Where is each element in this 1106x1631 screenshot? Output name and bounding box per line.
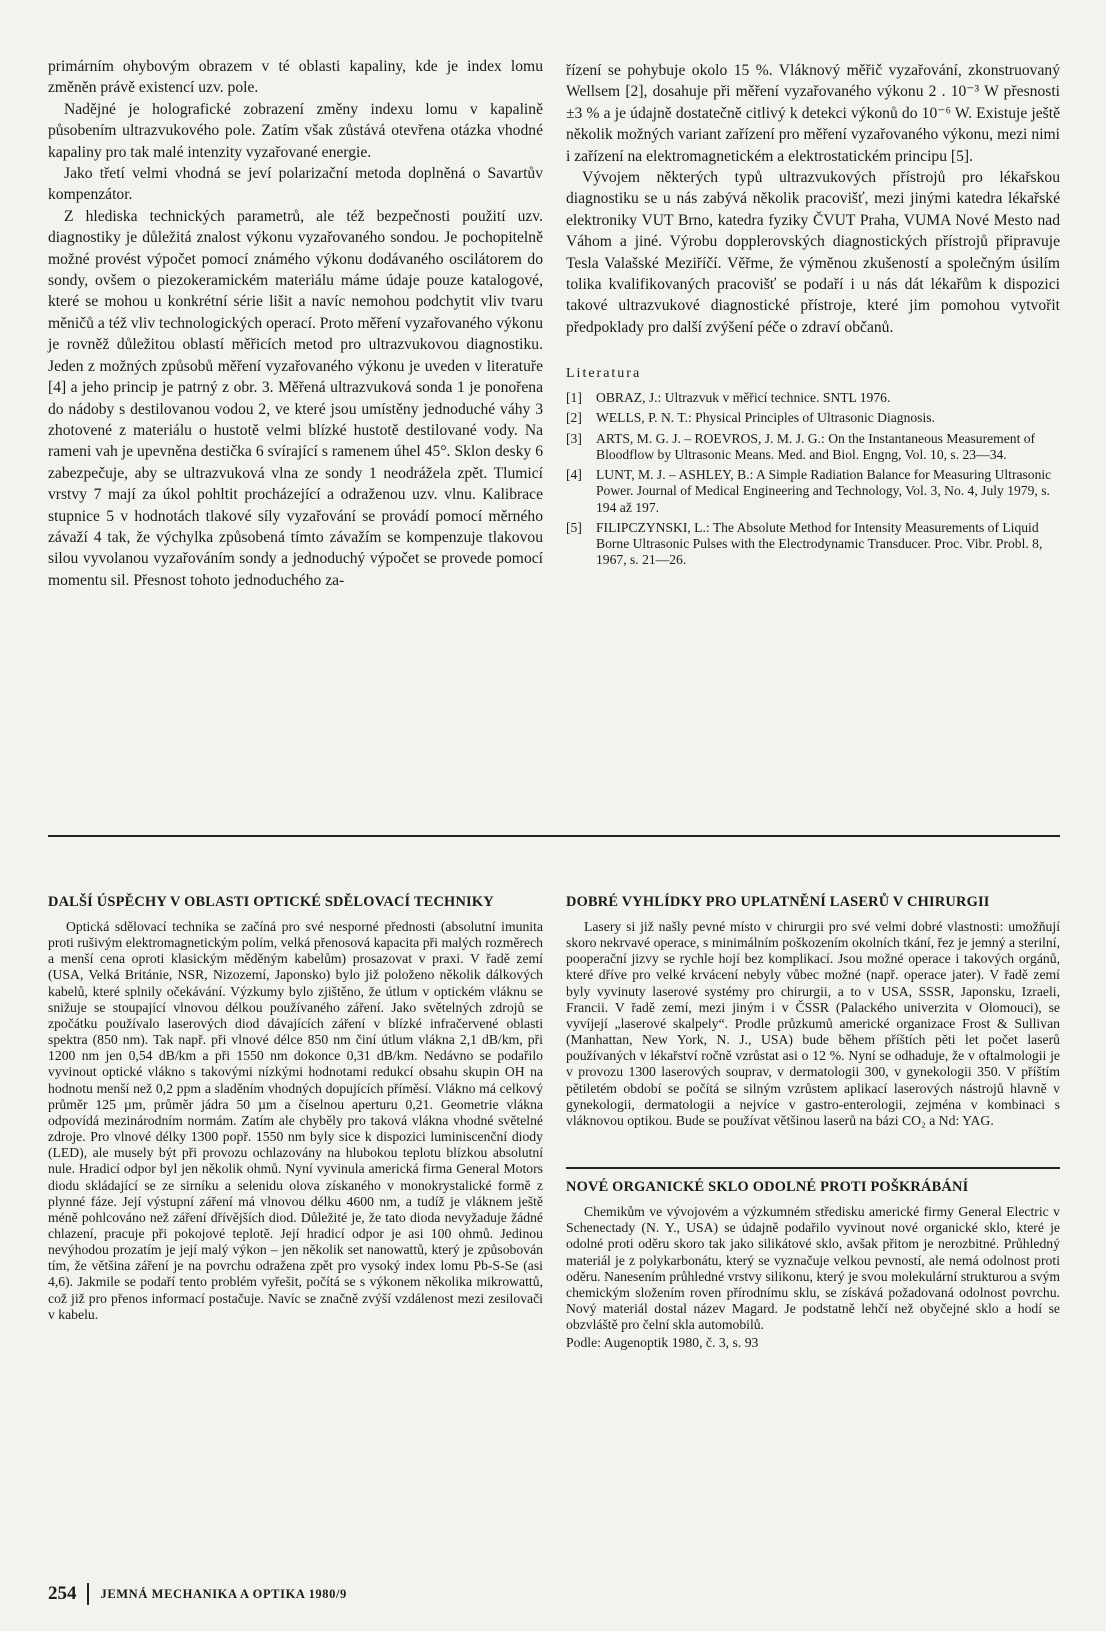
paragraph: Nadějné je holografické zobrazení změny indexu lomu v kapalině působením ultrazvukového pole. Zatím však zůstává otevřena otázka vhodné kapaliny pro tak malé intenzity vyzařované energie. <box>48 100 543 161</box>
paragraph: primárním ohybovým obrazem v té oblasti kapaliny, kde je index lomu změněn právě existencí uzv. pole. <box>48 58 543 97</box>
article-divider <box>566 1167 1060 1169</box>
paragraph: Jako třetí velmi vhodná se jeví polarizační metoda doplněná o Savartův kompenzátor. <box>48 165 543 204</box>
reference-text: ARTS, M. G. J. – ROEVROS, J. M. J. G.: On the Instantaneous Measurement of Bloodflow by Ultrasonic Means. Med. and Biol. Engng, Vol. 10, s. 23—34. <box>596 430 1036 462</box>
article-title: DALŠÍ ÚSPĚCHY V OBLASTI OPTICKÉ SDĚLOVACÍ TECHNIKY <box>48 894 494 910</box>
upper-right-column <box>566 60 1060 572</box>
reference-item <box>566 431 1060 463</box>
reference-item <box>566 467 1060 516</box>
paragraph: Chemikům ve vývojovém a výzkumném středisku americké firmy General Electric v Schenectady (N. Y., USA) se údajně podařilo vyvinout nové organické sklo, které je odolné proti oděru skoro tak jako silikátové sklo, avšak přitom je nerozbitné. Průhledný materiál je z polykarbonátu, který se vyznačuje velkou pevností, ale nemá odolnost proti oděru. Nanesením průhledné vrstvy silikonu, který je svou molekulární strukturou a svým chemickým složením roven přírodnímu sklu, se získává požadovaná odolnost povrchu. Nový materiál dostal název Magard. Je podstatně lehčí než obyčejné sklo a hodí se obzvláště pro čelní skla automobilů. <box>566 1204 1060 1333</box>
literature-heading: Literatura <box>566 366 642 382</box>
section-divider <box>48 835 1060 837</box>
article-title: DOBRÉ VYHLÍDKY PRO UPLATNĚNÍ LASERŮ V CHIRURGII <box>566 894 990 910</box>
reference-item <box>566 410 1060 426</box>
reference-text: OBRAZ, J.: Ultrazvuk v měřicí technice. SNTL 1976. <box>596 390 891 406</box>
reference-number: [2] <box>566 410 582 426</box>
reference-text: LUNT, M. J. – ASHLEY, B.: A Simple Radiation Balance for Measuring Ultrasonic Power. Journal of Medical Engineering and Technology, Vol. 3, No. 4, July 1979, s. 194 až 197. <box>596 467 1052 515</box>
reference-number: [1] <box>566 390 582 406</box>
journal-name: JEMNÁ MECHANIKA A OPTIKA 1980/9 <box>100 1586 347 1601</box>
article-title: NOVÉ ORGANICKÉ SKLO ODOLNÉ PROTI POŠKRÁBÁNÍ <box>566 1179 969 1196</box>
footer-separator <box>87 1583 89 1605</box>
lower-left-column <box>48 894 543 1323</box>
page-footer <box>48 1582 347 1606</box>
reference-text: WELLS, P. N. T.: Physical Principles of Ultrasonic Diagnosis. <box>596 410 935 426</box>
reference-item <box>566 390 1060 406</box>
article-organic-glass <box>566 1167 1060 1351</box>
paragraph: Optická sdělovací technika se začíná pro své nesporné přednosti (absolutní imunita proti rušivým elektromagnetickým polím, velká přenosová kapacita při malých rozměrech a menší cena oproti klasickým měděným kabelům) prosazovat v praxi. V řadě zemí (USA, Velká Británie, NSR, Nizozemí, Japonsko) bylo již položeno několik dálkových kabelů, které splnily očekávání. Výzkumy bylo zjištěno, že útlum v optickém vláknu se snižuje se stoupající vlnovou délkou používaného záření. Jako světelných zdrojů se zpočátku používalo laserových diod dávajících záření v blízké infračervené oblasti spektra (850 nm). Tak např. při vlnové délce 850 nm činí útlum vlákna 2,1 dB/km, při 1200 nm jen 0,54 dB/km a při 1550 nm dokonce 0,31 dB/km. Nedávno se podařilo vyvinout optické vlákno s takovými nízkými hodnotami redukcí obsahu skupin OH na hodnotu menší než 0,2 ppm a sladěním vhodných dopujících příměsí. Vlákno má celkový průměr 125 µm, průměr jádra 50 µm a číselnou aperturu 0,21. Geometrie vlákna odpovídá mezinárodním normám. Zatím ale chyběly pro taková vlákna vhodné světelné zdroje. Pro vlnové délky 1300 popř. 1550 nm byly sice k dispozici luminiscenční diody (LED), ale musely být při provozu ochlazovány na hlubokou teplotu blízkou absolutní nule. Hradicí odpor byl jen několik ohmů. Nyní vyvinula americká firma General Motors diodu skládající se ze sirníku a selenidu olova získaného v monokrystalické formě z plynné fáze. Její výstupní záření má vlnovou délku 4600 nm, a tudíž je vláknem ještě méně pohlcováno než záření dřívějších diod. Důležité je, že tato dioda nevyžaduje žádné chlazení, pracuje při pokojové teplotě. Její hradicí odpor je asi 100 ohmů. Jedinou nevýhodou prozatím je její malý výkon – jen několik set nanowattů, který je způsobován tím, že většina záření je na povrchu odražena zpět pro vysoký index lomu Pb-S-Se (asi 4,6). Jakmile se podaří tento problém vyřešit, počítá se s výkonem několika mikrowattů, což již pro přenos informací postačuje. Navíc se značně zvýší vzdálenost mezi zesilovači v kabelu. <box>48 919 543 1322</box>
paragraph: Z hlediska technických parametrů, ale též bezpečnosti použití uzv. diagnostiky je důležitá znalost výkonu vyzařovaného sondou. Je pochopitelně možné provést výpočet pomocí známého výkonu dodávaného oscilátorem do sondy, ovšem o piezokeramickém materiálu máme údaje pouze katalogové, které se mohou u konkrétní série lišit a navíc nemohou podchytit vliv tvaru měničů a též vliv technologických operací. Proto měření vyzařovaného výkonu je rovněž důležitou oblastí měřicích metod pro ultrazvukovou diagnostiku. Jeden z možných způsobů měření vyzařovaného výkonu je uveden v literatuře [4] a jeho princip je patrný z obr. 3. Měřená ultrazvuková sonda 1 je ponořena do nádoby s destilovanou vodou 2, ve které jsou umístěny jednoduché váhy 3 zhotovené z materiálu o hustotě velmi blízké hustotě destilované vody. Na rameni vah je upevněna destička 6 svírající s ramenem úhel 45°. Sklon desky 6 zabezpečuje, aby se ultrazvuková vlna ze sondy 1 neodrážela zpět. Tlumicí vrstvy 7 mají za úkol pohltit procházející a odraženou uzv. vlnu. Kalibrace stupnice 5 v hodnotách tlakové síly vyzařování se provádí pomocí měrného závaží 4 tak, že výchylka způsobená tímto závažím se kompenzuje tlakovou silou vyvolanou vyzařováním sondy a jednoduchý výpočet se provede pomocí momentu sil. Přesnost tohoto jednoduchého za- <box>48 207 543 589</box>
page-number: 254 <box>48 1583 77 1604</box>
paragraph: Vývojem některých typů ultrazvukových přístrojů pro lékařskou diagnostiku se u nás zabývá několik pracovišť, mezi jinými katedra lékařské elektroniky VUT Brno, katedra fyziky ČVUT Praha, VUMA Nové Mesto nad Váhom a jiné. Výrobu dopplerovských diagnostických přístrojů připravuje Tesla Valašské Meziříčí. Věřme, že výměnou zkušeností a společným úsilím tolika kvalifikovaných pracovišť se podaří i u nás dát lékařům k dispozici takové ultrazvukové diagnostické přístroje, které jim pomohou vytvořit předpoklady pro další zvýšení péče o zdraví občanů. <box>566 169 1060 336</box>
reference-number: [5] <box>566 519 582 535</box>
paragraph: řízení se pohybuje okolo 15 %. Vláknový měřič vyzařování, zkonstruovaný Wellsem [2], dosahuje při měření vyzařovaného výkonu 2 . 10⁻³ W přesnosti ±3 % a je údajně dostatečně citlivý k detekci výkonů do 10⁻⁶ W. Existuje ještě několik možných variant zařízení pro měření vyzařovaného výkonu, mezi nimi i zařízení na elektromagnetickém a elektrostatickém principu [5]. <box>566 62 1060 165</box>
reference-item <box>566 520 1060 569</box>
article-source: Podle: Augenoptik 1980, č. 3, s. 93 <box>566 1335 759 1351</box>
paragraph: Lasery si již našly pevné místo v chirurgii pro své velmi dobré vlastnosti: umožňují skoro nekrvavé operace, s minimálním poškozením okolních tkání, řez je jemný a sterilní, pooperační jizvy se rychle hojí bez komplikací. Jsou možné operace i takových orgánů, které dříve pro velké krvácení nebyly vůbec možné (např. operace jater). V řadě zemí byly vyvinuty laserové systémy pro chirurgii, a to v USA, SSSR, Japonsku, Izraeli, Francii. V řadě zemí, mezi jiným i v ČSSR (Palackého univerzita v Olomouci), se vyvíjejí „laserové skalpely“. Prodle průzkumů americké organizace Frost & Sullivan (Manhattan, New York, N. J., USA) bude během příštích pěti let počet laserů používaných v lékařství ročně vzrůstat asi o 12 %. Nyní se odhaduje, že v oftalmologii je v provozu 1300 laserových souprav, v dermatologii 300, v gynekologii 350. V příštím pětiletém období se počítá se silným vzrůstem aplikací laserových nástrojů hlavně v gynekologii, dermatologii a nejvíce v gastro-enterologii, zejména v kombinaci s vláknovou optikou. Bude se používat většinou laserů na bázi CO₂ a Nd: YAG. <box>566 919 1060 1128</box>
reference-text: FILIPCZYNSKI, L.: The Absolute Method for Intensity Measurements of Liquid Borne Ultrasonic Pulses with the Electrodynamic Transducer. Proc. Vibr. Probl. 8, 1967, s. 21—26. <box>596 519 1043 568</box>
lower-right-column <box>566 894 1060 1351</box>
article-lasers <box>566 894 1060 1129</box>
reference-number: [4] <box>566 467 582 483</box>
upper-left-column <box>48 56 543 591</box>
reference-number: [3] <box>566 430 582 446</box>
reference-list <box>566 390 1060 568</box>
